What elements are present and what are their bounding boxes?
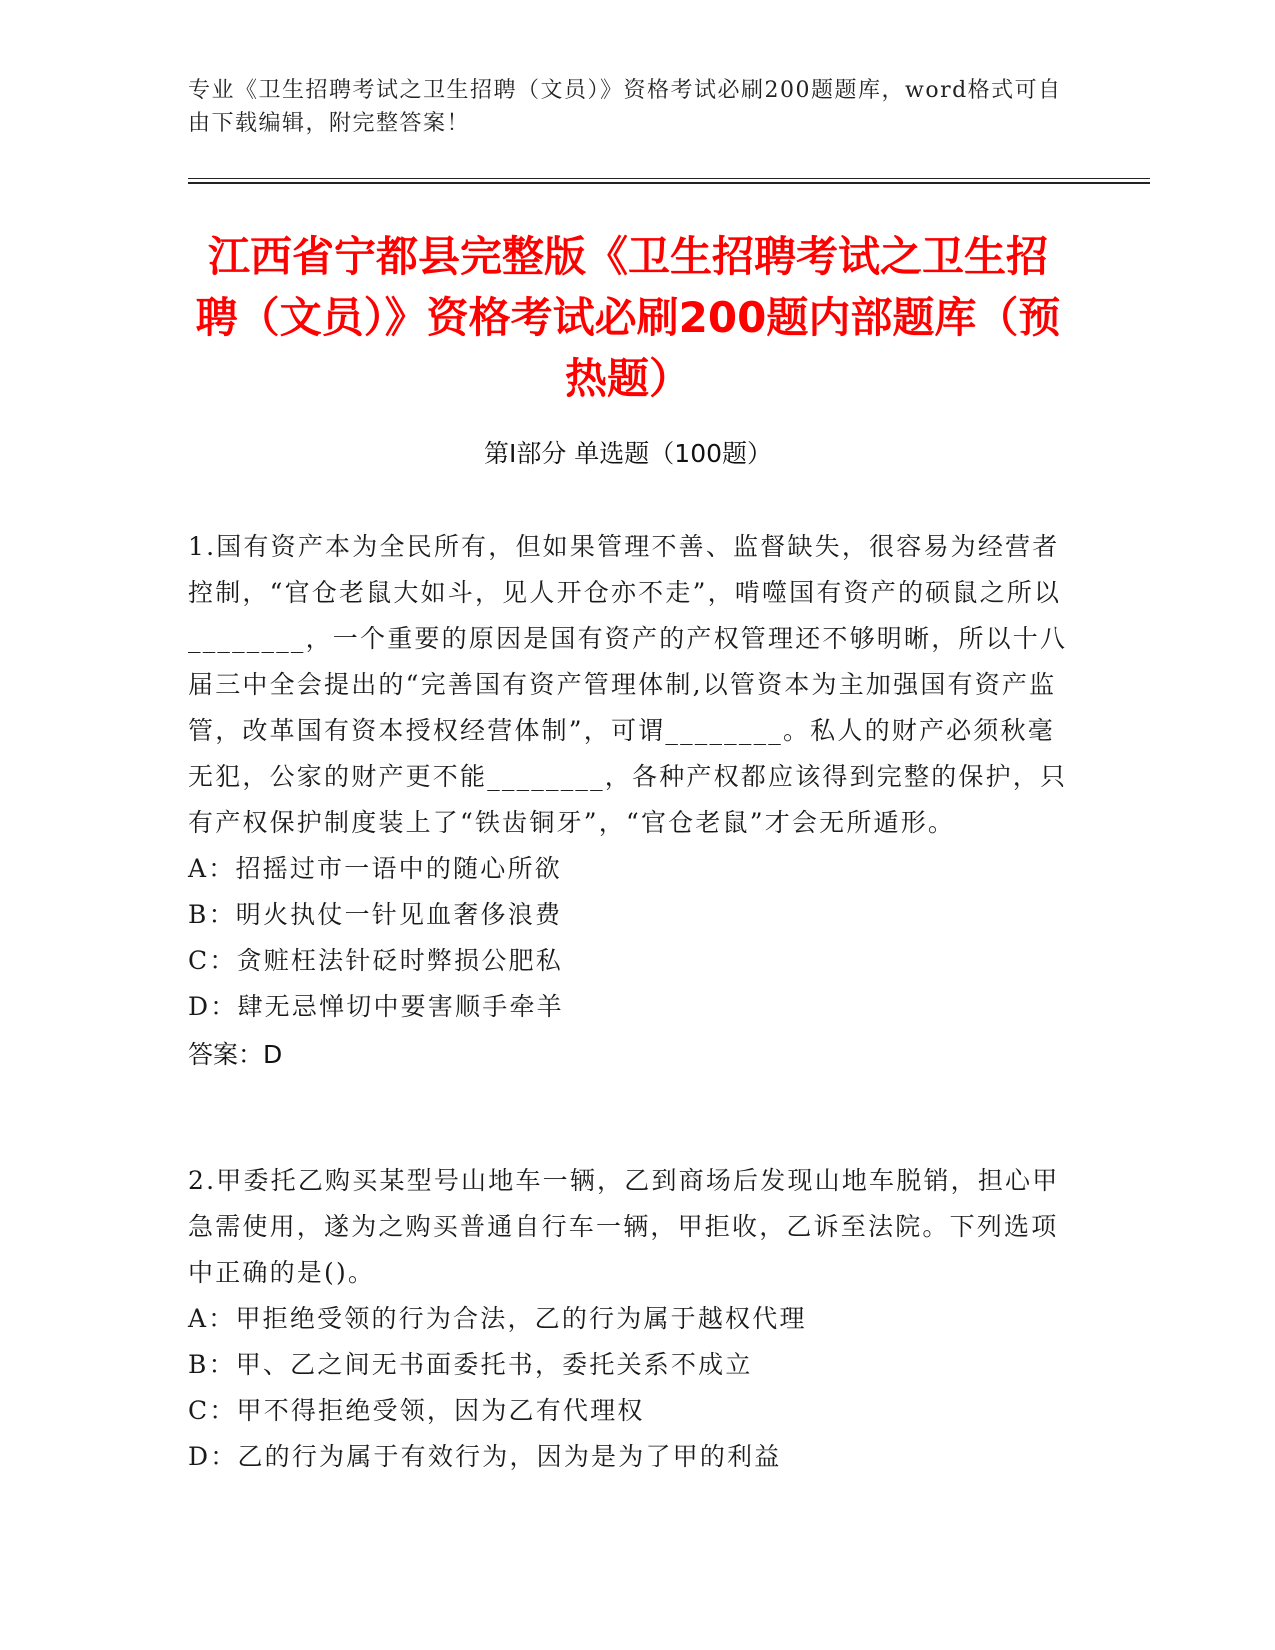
- option-d: D：肆无忌惮切中要害顺手牵羊: [188, 992, 564, 1021]
- question-stem: 1.国有资产本为全民所有，但如果管理不善、监督缺失，很容易为经营者控制，“官仓老鼠大如斗，见人开仓亦不走”，啃噬国有资产的硕鼠之所以________，一个重要的原因是国有资产的产权管理还不够明晰，所以十八届三中全会提出的“完善国有资产管理体制,以管资本为主加强国有资产监管，改革国有资本授权经营体制”，可谓________。私人的财产必须秋毫无犯，公家的财产更不能________，各种产权都应该得到完整的保护，只有产权保护制度装上了“铁齿铜牙”，“官仓老鼠”才会无所遁形。: [188, 532, 1068, 837]
- header-divider-thick: [188, 182, 1150, 184]
- question-2: [188, 1158, 1073, 1480]
- option-d: D：乙的行为属于有效行为，因为是为了甲的利益: [188, 1442, 782, 1471]
- option-a: A：招摇过市一语中的随心所欲: [188, 854, 562, 883]
- document-header-note: 专业《卫生招聘考试之卫生招聘（文员）》资格考试必刷200题题库，word格式可自由下载编辑，附完整答案！: [188, 78, 1062, 136]
- question-1: [188, 524, 1073, 1078]
- section-heading: 第Ⅰ部分 单选题（100题）: [483, 439, 773, 468]
- option-c: C：贪赃枉法针砭时弊损公肥私: [188, 946, 563, 975]
- option-a: A：甲拒绝受领的行为合法，乙的行为属于越权代理: [188, 1304, 807, 1333]
- question-stem: 2.甲委托乙购买某型号山地车一辆，乙到商场后发现山地车脱销，担心甲急需使用，遂为之购买普通自行车一辆，甲拒收，乙诉至法院。下列选项中正确的是()。: [188, 1166, 1060, 1287]
- option-b: B：明火执仗一针见血奢侈浪费: [188, 900, 563, 929]
- header-divider-thin: [188, 178, 1150, 179]
- option-b: B：甲、乙之间无书面委托书，委托关系不成立: [188, 1350, 753, 1379]
- answer-line: 答案：D: [188, 1040, 283, 1069]
- option-c: C：甲不得拒绝受领，因为乙有代理权: [188, 1396, 645, 1425]
- document-title: 江西省宁都县完整版《卫生招聘考试之卫生招聘（文员）》资格考试必刷200题内部题库（预热题）: [195, 232, 1061, 403]
